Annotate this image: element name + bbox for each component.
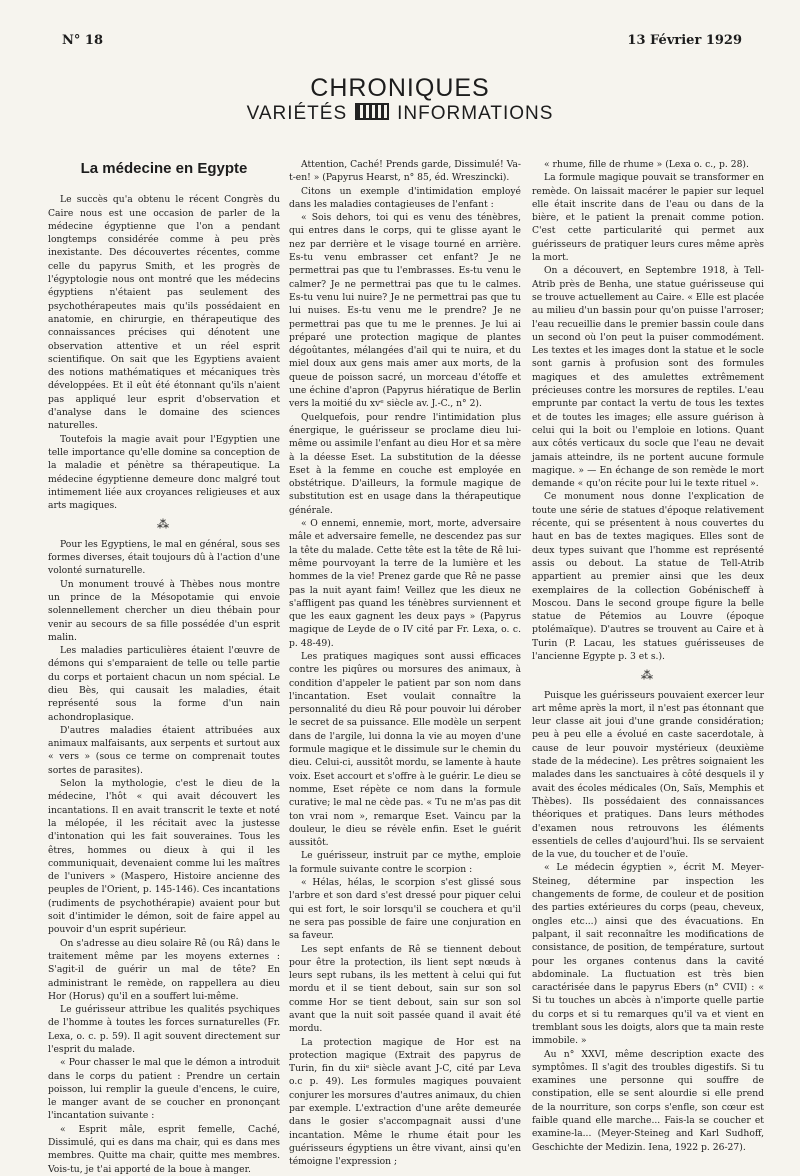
paragraph: D'autres maladies étaient attribuées aux animaux malfaisants, aux serpents et surtout aux « vers » (sous ce terme on comprenait toutes sortes de parasites). bbox=[48, 724, 280, 776]
column-1-body bbox=[48, 193, 280, 1176]
paragraph: Quelquefois, pour rendre l'intimidation plus énergique, le guérisseur se proclame dieu lui-même ou assimile l'enfant au dieu Hor et sa mère à la déesse Eset. La substitution de la déesse Eset à la femme en couche est employée en obstétrique. D'ailleurs, la formule magique de substitution est en usage dans la thérapeutique générale. bbox=[289, 411, 522, 516]
paragraph: La protection magique de Hor est na protection magique (Extrait des papyrus de Turin, fin du xiiᵉ siècle avant J-C, cité par Leva o.c p. 49). Les formules magiques pouvaient conjurer les morsures d'autres animaux, du chien par exemple. L'extraction d'une arête demeurée dans le gosier s'accompagnait aussi d'une incantation. Même le rhume était pour les guérisseurs égyptiens un être vivant, ainsi qu'en témoigne l'expression ; bbox=[289, 1036, 521, 1168]
paragraph: Un monument trouvé à Thèbes nous montre un prince de la Mésopotamie qui envoie solennellement chercher un dieu thébain pour venir au secours de sa fille possédée d'un esprit malin. bbox=[48, 578, 280, 643]
paragraph: « Esprit mâle, esprit femelle, Caché, Dissimulé, qui es dans ma chair, qui es dans mes membres. Quitte ma chair, quitte mes membres. Vois-tu, je t'ai apporté de la boue à manger. bbox=[48, 1123, 280, 1175]
paragraph: Les pratiques magiques sont aussi efficaces contre les piqûres ou morsures des animaux, à condition d'appeler le patient par son nom dans l'incantation. Eset voulait connaître la personnalité du dieu Rê pour pouvoir lui dérober le secret de sa puissance. Elle modèle un serpent dans de l'argile, lui donna la vie au moyen d'une formule magique et le dissimule sur le chemin du dieu. Celui-ci, aussitôt mordu, se lamente à haute voix. Eset accourt et s'offre à le guérir. Le dieu se nomme, Eset répète ce nom dans la formule curative; le mal ne cède pas. « Tu ne m'as pas dit ton vrai nom », remarque Eset. Vaincu par la douleur, le dieu se révèle enfin. Eset le guérit aussitôt. bbox=[289, 650, 521, 849]
paragraph: Le guérisseur, instruit par ce mythe, emploie la formule suivante contre le scorpion : bbox=[289, 850, 521, 875]
paragraph: Le guérisseur attribue les qualités psychiques de l'homme à toutes les forces surnaturelles (Fr. Lexa, o. c. p. 59). Il agit souvent directement sur l'esprit du malade. bbox=[48, 1004, 280, 1055]
paragraph: Les maladies particulières étaient l'œuvre de démons qui s'emparaient de telle ou telle partie du corps et portaient chacun un nom spécial. Le dieu Bès, qui causait les maladies, était représenté sous la forme d'un nain achondroplasique. bbox=[48, 645, 280, 723]
column-3 bbox=[532, 158, 764, 1153]
section-separator: ⁂ bbox=[157, 517, 171, 532]
column-3-body bbox=[532, 158, 764, 1154]
paragraph: « Hélas, hélas, le scorpion s'est glissé sous l'arbre et son dard s'est dressé pour piquer celui qui est fort, le soir lorsqu'il se couchera et qu'il ne sera pas possible de faire une conjuration en sa faveur. bbox=[289, 877, 521, 942]
masthead-title: CHRONIQUES bbox=[310, 74, 490, 102]
column-2 bbox=[289, 158, 522, 1168]
paragraph: Toutefois la magie avait pour l'Egyptien une telle importance qu'elle domine sa conception de la maladie et pénètre sa thérapeutique. La médecine égyptienne demeure donc malgré tout intimement liée aux croyances religieuses et aux arts magiques. bbox=[48, 433, 280, 512]
paragraph: On s'adresse au dieu solaire Rê (ou Râ) dans le traitement même par les moyens externes : S'agit-il de guérir un mal de tête? En administrant le remède, on rappellera au dieu Hor (Horus) qu'il en a souffert lui-même. bbox=[48, 937, 280, 1002]
column-1 bbox=[48, 160, 280, 1175]
section-separator: ⁂ bbox=[641, 668, 655, 683]
paragraph: Au n° XXVI, même description exacte des symptômes. Il s'agit des troubles digestifs. Si tu examines une personne qui souffre de constipation, elle se sent alourdie si elle prend de la nourriture, son corps s'enfle, son cœur est faible quand elle marche... Fais-la se coucher et examine-la... (Meyer-Steineg and Karl Sudhoff, Geschichte der Medizin. Iena, 1922 p. 26-27). bbox=[532, 1048, 764, 1153]
masthead-subtitle bbox=[0, 103, 800, 125]
paragraph: La formule magique pouvait se transformer en remède. On laissait macérer le papier sur lequel elle était inscrite dans de l'eau ou dans de la bière, et le patient la prenait comme potion. C'est cette particularité qui permet aux guérisseurs de pratiquer leurs cures même après la mort. bbox=[532, 172, 764, 264]
column-2-body bbox=[289, 158, 521, 1169]
paragraph: « Le médecin égyptien », écrit M. Meyer-Steineg, détermine par inspection les changements de forme, de couleur et de position des parties extérieures du corps (peau, cheveux, ongles etc...) ainsi que des évacuations. En palpant, il sait reconnaître les modifications de consistance, de position, de température, surtout pour les organes contenus dans la cavité abdominale. La fluctuation est très bien caractérisée dans le papyrus Ebers (n° CVII) : « Si tu touches un abcès à n'importe quelle partie du corps et si tu remarques qu'il va et vient en tremblant sous les doigts, alors que ta main reste immobile. » bbox=[532, 862, 764, 1047]
paragraph: On a découvert, en Septembre 1918, à Tell-Atrib près de Benha, une statue guérisseuse qui se trouve actuellement au Caire. « Elle est placée au milieu d'un bassin pour qu'on puisse l'arroser; l'eau recueillie dans le premier bassin coule dans un second où l'on peut la puiser commodément. Les textes et les images dont la statue et le socle sont garnis à profusion sont des formules magiques et des amulettes extrêmement précieuses contre les morsures de reptiles. L'eau emprunte par contact la vertu de tous les textes et de toutes les images; elle assure guérison à celui qui la boit ou l'emploie en lotions. Quant aux côtés verticaux du socle que l'eau ne devait jamais atteindre, ils ne portent aucune formule magique. » — En échange de son remède le mort demande « qu'on récite pour lui le texte rituel ». bbox=[532, 265, 764, 490]
paragraph: Attention, Caché! Prends garde, Dissimulé! Va-t-en! » (Papyrus Hearst, n° 85, éd. Wreszincki). bbox=[289, 159, 521, 184]
paragraph: Citons un exemple d'intimidation employé dans les maladies contagieuses de l'enfant : bbox=[289, 185, 521, 210]
paragraph: Pour les Egyptiens, le mal en général, sous ses formes diverses, était toujours dû à l'action d'une volonté surnaturelle. bbox=[48, 538, 280, 577]
masthead-left: VARIÉTÉS bbox=[246, 103, 348, 124]
ornament-icon bbox=[355, 103, 389, 120]
paragraph: « rhume, fille de rhume » (Lexa o. c., p. 28). bbox=[544, 159, 749, 170]
paragraph: « Sois dehors, toi qui es venu des ténèbres, qui entres dans le corps, qui te glisse ayant le nez par derrière et le visage tourné en arrière. Es-tu venu embrasser cet enfant? Je ne permettrai pas que tu l'embrasses. Es-tu venu le calmer? Je ne permettrai pas que tu le calmes. Es-tu venu lui nuire? Je ne permettrai pas que tu lui nuises. Es-tu venu me le prendre? Je ne permettrai pas que tu me le prennes. Je lui ai préparé une protection magique de plantes dégoûtantes, mélangées d'ail qui te nuira, et du miel doux aux gens mais amer aux morts, de la queue de poisson sacré, un morceau d'étoffe et une échine d'apron (Papyrus hiératique de Berlin vers la moitié du xvᵉ siècle av. J.-C., n° 2). bbox=[289, 212, 521, 410]
article-title: La médecine en Egypte bbox=[80, 160, 248, 177]
paragraph: Selon la mythologie, c'est le dieu de la médecine, l'hôt « qui avait découvert les incantations. Il en avait transcrit le texte et noté la mélopée, il les récitait avec la justesse d'intonation qui les fait souveraines. Tous les êtres, hommes ou dieux à qui il les communiquait, devenaient comme lui les maîtres de l'univers » (Maspero, Histoire ancienne des peuples de l'Orient, p. 145-146). Ces incantations (rudiments de psychothérapie) avaient pour but soit d'intimider le démon, soit de faire appel au pouvoir d'un esprit supérieur. bbox=[48, 778, 280, 936]
paragraph: Les sept enfants de Rê se tiennent debout pour être la protection, ils lient sept nœuds à leurs sept rubans, ils les mettent à celui qui fut mordu et il se tient debout, sain sur son sol comme Hor se tient debout, sain sur son sol avant que la nuit soit passée quand il avait été mordu. bbox=[289, 943, 521, 1035]
paragraph: Ce monument nous donne l'explication de toute une série de statues d'époque relativement récente, qui se présentent à nous couvertes du haut en bas de textes magiques. Elles sont de deux types suivant que l'homme est représenté assis ou debout. La statue de Tell-Atrib appartient au premier ainsi que les deux exemplaires de la collection Gobénischeff à Moscou. Dans le second groupe figure la belle statue de Pétemios au Louvre (époque ptolémaïque). D'autres se trouvent au Caire et à Turin (P. Lacau, les statues guérisseuses de l'ancienne Egypte p. 3 et s.). bbox=[532, 491, 764, 662]
masthead-right: INFORMATIONS bbox=[397, 103, 554, 124]
paragraph: « O ennemi, ennemie, mort, morte, adversaire mâle et adversaire femelle, ne descendez pas sur la tête du malade. Cette tête est la tête de Rê lui-même pourvoyant la terre de la lumière et les hommes de la vie! Prenez garde que Rê ne passe pas la nuit ayant faim! Veillez que les dieux ne s'affligent pas quand les ténèbres surviennent et que les eaux gagnent les deux pays » (Papyrus magique de Leyde de o IV cité par Fr. Lexa, o. c. p. 48-49). bbox=[289, 518, 521, 649]
issue-number: N° 18 bbox=[62, 33, 103, 48]
paragraph: Le succès qu'a obtenu le récent Congrès du Caire nous est une occasion de parler de la médecine égyptienne que l'on a pendant longtemps considérée comme à peu près inexistante. Des découvertes récentes, comme celle du papyrus Smith, et les progrès de l'égyptologie nous ont montré que les médecins égyptiens n'étaient pas seulement des psychothérapeutes mais qu'ils possédaient en anatomie, en chirurgie, en thérapeutique des connaissances précises qui dénotent une observation attentive et un réel esprit scientifique. On sait que les Egyptiens avaient des notions mathématiques et mécaniques très développées. Et il eût été étonnant qu'ils n'aient pas appliqué leur esprit d'observation et d'analyse dans le domaine des sciences naturelles. bbox=[48, 194, 280, 432]
paragraph: Puisque les guérisseurs pouvaient exercer leur art même après la mort, il n'est pas étonnant que leur classe ait joui d'une grande considération; peu à peu elle a évolué en caste sacerdotale, à cause de leur pouvoir mystérieux (deuxième stade de la médecine). Les prêtres soignaient les malades dans les sanctuaires à côté desquels il y avait des écoles médicales (On, Saïs, Memphis et Thèbes). Ils possédaient des connaissances théoriques et pratiques. Dans leurs méthodes d'examen nous retrouvons les éléments essentiels de celles d'aujourd'hui. Ils se servaient de la vue, du toucher et de l'ouïe. bbox=[532, 689, 764, 861]
paragraph: « Pour chasser le mal que le démon a introduit dans le corps du patient : Prendre un certain poisson, lui remplir la gueule d'encens, le cuire, le manger avant de se coucher en prononçant l'incantation suivante : bbox=[48, 1057, 280, 1122]
issue-date: 13 Février 1929 bbox=[627, 33, 742, 48]
